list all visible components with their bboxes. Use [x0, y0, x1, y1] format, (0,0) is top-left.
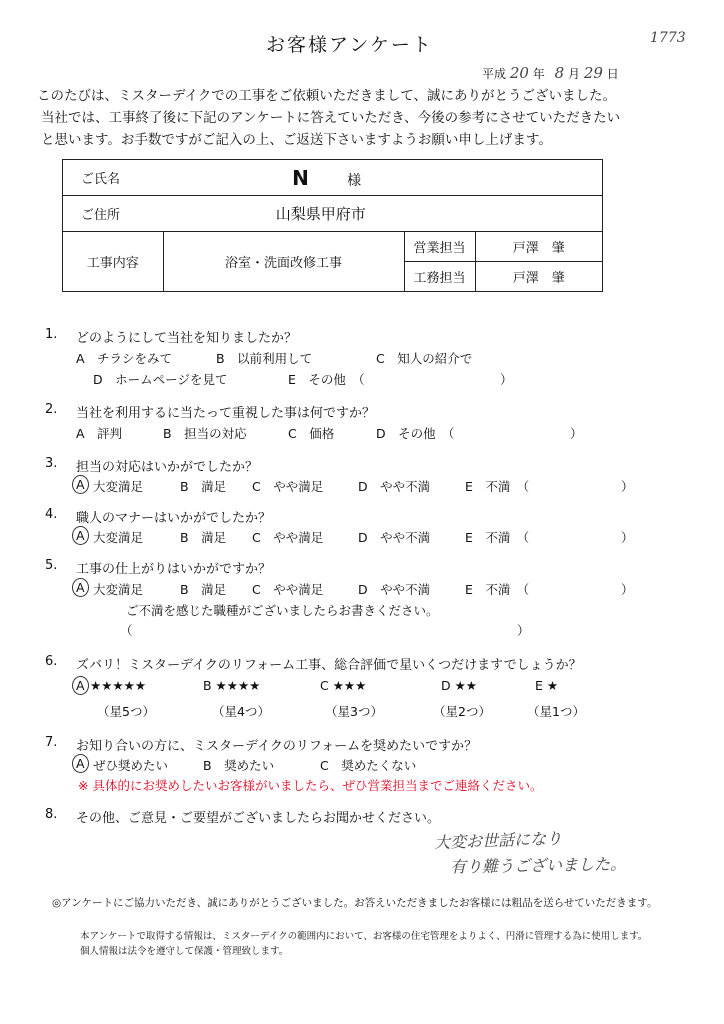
q4-option-a[interactable]: 大変満足	[93, 530, 144, 545]
q4-option-d[interactable]: D やや不満	[358, 530, 431, 545]
q3-close-paren: ）	[621, 479, 634, 494]
sales-label: 営業担当	[404, 232, 475, 262]
address-value: 山梨県甲府市	[275, 205, 366, 223]
q8-handwritten-answer-line-1: 大変お世話になり	[433, 828, 563, 853]
q2-option-c[interactable]: C 価格	[288, 426, 335, 441]
name-value: N	[292, 165, 309, 190]
construction-value: 戸澤 肇	[475, 262, 603, 292]
q6-sub-d: （星2つ）	[433, 704, 491, 719]
q1-option-b[interactable]: B 以前利用して	[216, 351, 313, 366]
footer-privacy-line-2: 個人情報は法令を遵守して保護・管理致します。	[80, 946, 289, 957]
q3-option-b[interactable]: B 満足	[180, 479, 227, 494]
q1-option-a[interactable]: A チラシをみて	[76, 351, 173, 366]
q5-note: ご不満を感じた職種がございましたらお書きください。	[126, 603, 439, 618]
q1-option-d[interactable]: D ホームページを見て	[93, 372, 228, 387]
q5-option-e[interactable]: E 不満 （	[465, 582, 530, 597]
q6-sub-c: （星3つ）	[325, 704, 383, 719]
q7-option-a[interactable]: ぜひ奨めたい	[93, 758, 169, 773]
q6-sub-a: （星5つ）	[97, 704, 155, 719]
q2-option-d[interactable]: D その他 （	[376, 426, 455, 441]
footer-privacy-line-1: 本アンケートで取得する情報は、ミスターデイクの範囲内において、お客様の住宅管理をよりよく、円滑に管理する為に使用します。	[80, 931, 648, 942]
q4-close-paren: ）	[621, 530, 634, 545]
intro-line-3: と思います。お手数ですがご記入の上、ご返送下さいますようお願い申し上げます。	[41, 132, 552, 148]
document-number: 1773	[650, 30, 686, 46]
q5-option-c[interactable]: C やや満足	[252, 582, 324, 597]
q1-number: 1.	[45, 327, 58, 342]
q8-number: 8.	[45, 807, 58, 822]
q4-option-e[interactable]: E 不満 （	[465, 530, 530, 545]
date-line	[482, 64, 619, 82]
q4-text: 職人のマナーはいかがでしたか？	[76, 511, 272, 526]
date-year-unit: 年	[532, 67, 545, 81]
construction-label: 工務担当	[404, 262, 475, 292]
q1-close-paren: ）	[500, 372, 513, 387]
q5-close-paren-2: ）	[517, 623, 530, 638]
work-value: 浴室・洗面改修工事	[163, 232, 404, 292]
address-label: ご住所	[63, 196, 164, 232]
q6-option-d[interactable]: D ★★	[441, 678, 478, 693]
q6-option-a[interactable]: ★★★★★	[90, 678, 147, 693]
q6-text: ズバリ！ミスターデイクのリフォーム工事、総合評価で星いくつだけますでしょうか？	[76, 658, 582, 673]
q7-number: 7.	[45, 735, 58, 750]
q2-option-b[interactable]: B 担当の対応	[163, 426, 247, 441]
q8-text: その他、ご意見・ご要望がございましたらお聞かせください。	[76, 811, 441, 826]
q7-option-c[interactable]: C 奨めたくない	[320, 758, 417, 773]
name-label: ご氏名	[63, 160, 164, 196]
q2-close-paren: ）	[570, 426, 583, 441]
q7-option-a-letter[interactable]: A	[76, 756, 85, 771]
date-era: 平成	[482, 67, 507, 81]
q5-text: 工事の仕上がりはいかがですか？	[76, 562, 272, 577]
q2-option-a[interactable]: A 評判	[76, 426, 123, 441]
intro-line-2: 当社では、工事終了後に下記のアンケートに答えていただき、今後の参考にさせていただきたい	[41, 110, 621, 126]
q3-text: 担当の対応はいかがでしたか？	[76, 460, 259, 475]
q3-number: 3.	[45, 456, 58, 471]
name-suffix: 様	[347, 172, 362, 189]
q1-text: どのようにして当社を知りましたか？	[76, 331, 298, 346]
q3-option-c[interactable]: C やや満足	[252, 479, 324, 494]
q3-option-a[interactable]: 大変満足	[93, 479, 144, 494]
q4-option-a-letter[interactable]: A	[76, 528, 85, 543]
name-cell	[163, 160, 603, 196]
q6-sub-b: （星4つ）	[212, 704, 270, 719]
q6-option-b[interactable]: B ★★★★	[203, 678, 261, 693]
q5-option-d[interactable]: D やや不満	[358, 582, 431, 597]
q3-option-e[interactable]: E 不満 （	[465, 479, 530, 494]
q2-number: 2.	[45, 402, 58, 417]
q5-close-paren: ）	[621, 582, 634, 597]
q7-note: ※ 具体的にお奨めしたいお客様がいましたら、ぜひ営業担当までご連絡ください。	[78, 778, 543, 793]
q7-option-b[interactable]: B 奨めたい	[203, 758, 275, 773]
q1-option-c[interactable]: C 知人の紹介で	[376, 351, 473, 366]
address-cell	[163, 196, 603, 232]
q5-option-b[interactable]: B 満足	[180, 582, 227, 597]
q6-option-c[interactable]: C ★★★	[320, 678, 367, 693]
intro-line-1: このたびは、ミスターデイクでの工事をご依頼いただきまして、誠にありがとうございました。	[37, 88, 617, 104]
q1-option-e[interactable]: E その他 （	[288, 372, 365, 387]
q3-option-d[interactable]: D やや不満	[358, 479, 431, 494]
q2-text: 当社を利用するに当たって重視した事は何ですか？	[76, 406, 376, 421]
q4-number: 4.	[45, 507, 58, 522]
date-day-unit: 日	[606, 67, 619, 81]
q7-text: お知り合いの方に、ミスターデイクのリフォームを奨めたいですか？	[76, 739, 478, 754]
q6-sub-e: （星1つ）	[527, 704, 585, 719]
work-label: 工事内容	[63, 232, 164, 292]
q8-handwritten-answer-line-2: 有り難うございました。	[449, 854, 627, 877]
date-month-unit: 月	[567, 67, 580, 81]
q5-option-a-letter[interactable]: A	[76, 580, 85, 595]
q4-option-c[interactable]: C やや満足	[252, 530, 324, 545]
date-year: 20	[509, 64, 529, 82]
q6-option-a-letter[interactable]: A	[76, 678, 85, 693]
q3-option-a-letter[interactable]: A	[76, 477, 85, 492]
page-title: お客様アンケート	[266, 34, 433, 56]
q5-option-a[interactable]: 大変満足	[93, 582, 144, 597]
date-month: 8	[554, 64, 565, 82]
q5-open-paren: （	[120, 623, 133, 638]
customer-info-table	[62, 159, 603, 292]
footer-thanks: ◎アンケートにご協力いただき、誠にありがとうございました。お答えいただきましたお客様には粗品を送らせていただきます。	[52, 897, 658, 909]
q5-number: 5.	[45, 558, 58, 573]
sales-value: 戸澤 肇	[475, 232, 603, 262]
date-day: 29	[583, 64, 603, 82]
q6-option-e[interactable]: E ★	[535, 678, 559, 693]
q4-option-b[interactable]: B 満足	[180, 530, 227, 545]
q6-number: 6.	[45, 654, 58, 669]
